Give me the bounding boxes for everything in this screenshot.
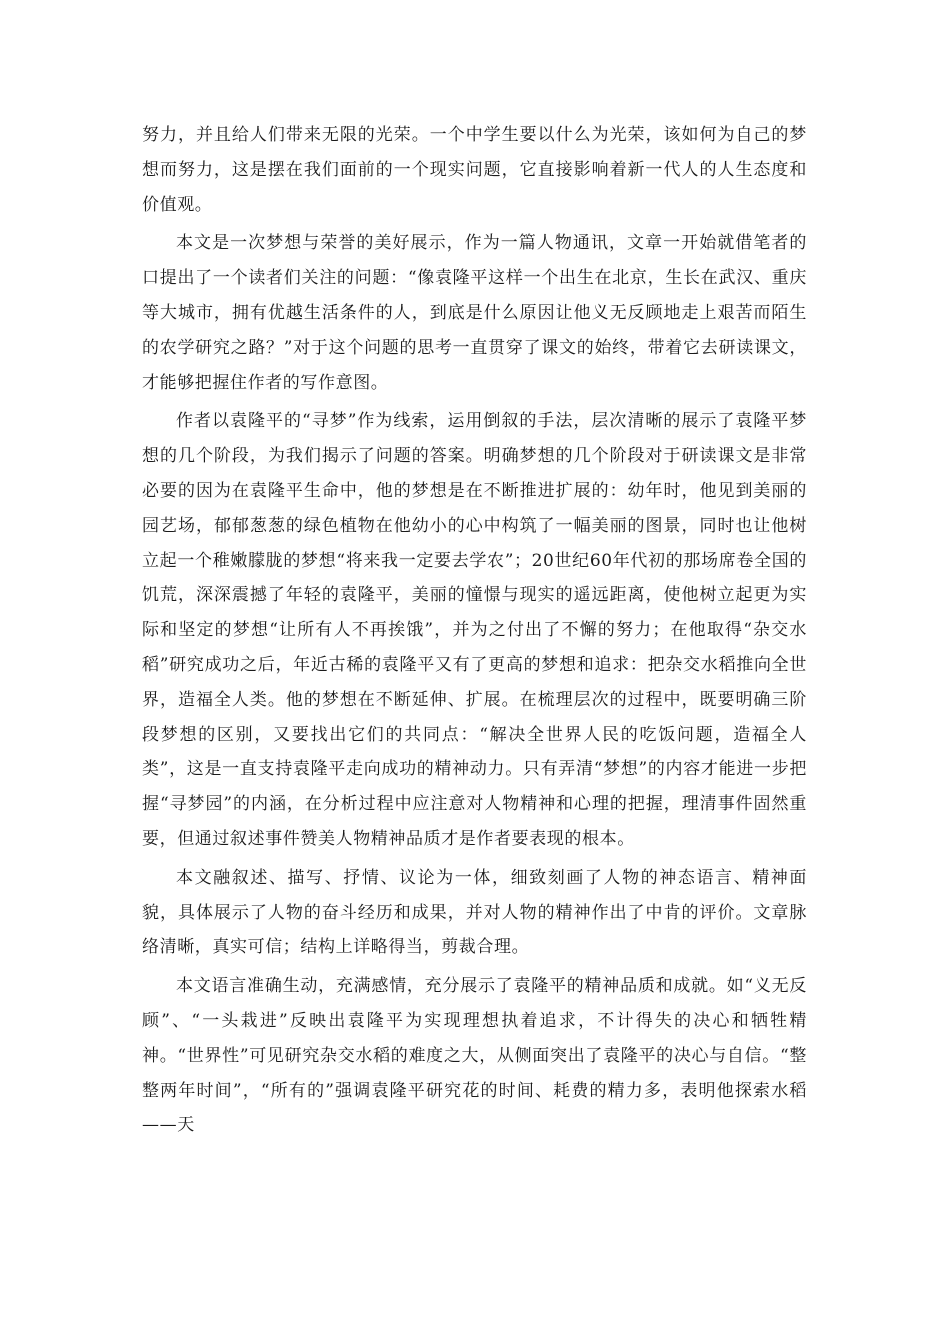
paragraph-3: 作者以袁隆平的“寻梦”作为线索，运用倒叙的手法，层次清晰的展示了袁隆平梦想的几个阶段，为我们揭示了问题的答案。明确梦想的几个阶段对于研读课文是非常必要的因为在袁隆平生命中，他的梦想是在不断推进扩展的：幼年时，他见到美丽的园艺场，郁郁葱葱的绿色植物在他幼小的心中构筑了一幅美丽的图景，同时也让他树立起一个稚嫩朦胧的梦想“将来我一定要去学农”；20世纪60年代初的那场席卷全国的饥荒，深深震撼了年轻的袁隆平，美丽的憧憬与现实的遥远距离，使他树立起更为实际和坚定的梦想“让所有人不再挨饿”，并为之付出了不懈的努力；在他取得“杂交水稻”研究成功之后，年近古稀的袁隆平又有了更高的梦想和追求：把杂交水稻推向全世界，造福全人类。他的梦想在不断延伸、扩展。在梳理层次的过程中，既要明确三阶段梦想的区别，又要找出它们的共同点：“解决全世界人民的吃饭问题，造福全人类”，这是一直支持袁隆平走向成功的精神动力。只有弄清“梦想”的内容才能进一步把握“寻梦园”的内涵，在分析过程中应注意对人物精神和心理的把握，理清事件固然重要，但通过叙述事件赞美人物精神品质才是作者要表现的根本。 xyxy=(142,411,807,849)
paragraph-4: 本文融叙述、描写、抒情、议论为一体，细致刻画了人物的神态语言、精神面貌，具体展示了人物的奋斗经历和成果，并对人物的精神作出了中肯的评价。文章脉络清晰，真实可信；结构上详略得当，剪裁合理。 xyxy=(142,867,807,958)
paragraph-5: 本文语言准确生动，充满感情，充分展示了袁隆平的精神品质和成就。如“义无反顾”、“一头栽进”反映出袁隆平为实现理想执着追求，不计得失的决心和牺牲精神。“世界性”可见研究杂交水稻的难度之大，从侧面突出了袁隆平的决心与自信。“整整两年时间”，“所有的”强调袁隆平研究花的时间、耗费的精力多，表明他探索水稻——天 xyxy=(142,976,807,1136)
document-body xyxy=(142,118,807,1147)
paragraph-1: 努力，并且给人们带来无限的光荣。一个中学生要以什么为光荣，该如何为自己的梦想而努力，这是摆在我们面前的一个现实问题，它直接影响着新一代人的人生态度和价值观。 xyxy=(142,125,807,215)
paragraph-2: 本文是一次梦想与荣誉的美好展示，作为一篇人物通讯，文章一开始就借笔者的口提出了一个读者们关注的问题：“像袁隆平这样一个出生在北京，生长在武汉、重庆等大城市，拥有优越生活条件的人，到底是什么原因让他义无反顾地走上艰苦而陌生的农学研究之路？”对于这个问题的思考一直贯穿了课文的始终，带着它去研读课文，才能够把握住作者的写作意图。 xyxy=(142,233,807,393)
